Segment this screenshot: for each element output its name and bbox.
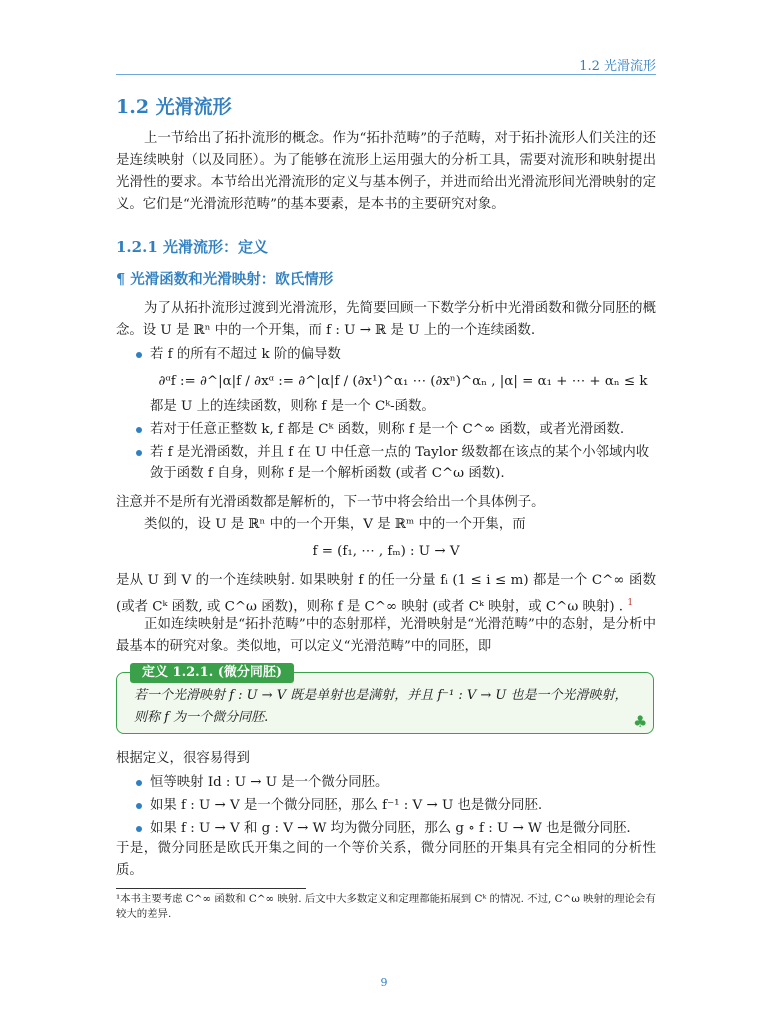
paragraph-2: 类似的，设 U 是 ℝⁿ 中的一个开集，V 是 ℝᵐ 中的一个开集，而 <box>144 517 526 532</box>
list-item: 如果 f : U → V 是一个微分同胚，那么 f⁻¹ : V → U 也是微分同胚. <box>136 795 656 816</box>
list-item: 若 f 是光滑函数，并且 f 在 U 中任意一点的 Taylor 级数都在该点的某个小邻域内收敛于函数 f 自身，则称 f 是一个解析函数 (或者 C^ω 函数). <box>136 442 656 484</box>
header-rule <box>116 74 656 75</box>
footnote-rule <box>116 888 306 889</box>
paragraph-1: 为了从拓扑流形过渡到光滑流形，先简要回顾一下数学分析中光滑函数和微分同胚的概念。设 U 是 ℝⁿ 中的一个开集，而 f : U → ℝ 是 U 上的一个连续函数. <box>116 301 656 338</box>
map-formula: f = (f₁, ⋯ , fₘ) : U → V <box>312 544 460 559</box>
definition-text: 若一个光滑映射 f : U → V 既是单射也是满射，并且 f⁻¹ : V → U 也是一个光滑映射，则称 f 为一个微分同胚. <box>134 688 628 725</box>
bullet-list-definitions <box>136 344 656 486</box>
paragraph-heading: ¶ 光滑函数和光滑映射：欧氏情形 <box>116 271 334 288</box>
intro-paragraph: 上一节给出了拓扑流形的概念。作为“拓扑范畴”的子范畴，对于拓扑流形人们关注的还是连续映射（以及同胚）。为了能够在流形上运用强大的分析工具，需要对流形和映射提出光滑性的要求。本节给出光滑流形的定义与基本例子，并进而给出光滑流形间光滑映射的定义。它们是“光滑流形范畴”的基本要素，是本书的主要研究对象。 <box>116 131 656 212</box>
section-title: 1.2 光滑流形 <box>116 96 232 118</box>
bullet-tail: 都是 U 上的连续函数，则称 f 是一个 Cᵏ-函数。 <box>150 399 435 414</box>
bullet-list-properties <box>136 772 656 841</box>
partial-derivative-formula: ∂ᵅf := ∂^|α|f / ∂xᵅ := ∂^|α|f / (∂x¹)^α₁ ⋯ (∂xⁿ)^αₙ , |α| = α₁ + ⋯ + αₙ ≤ k <box>158 374 648 389</box>
paragraph-5: 根据定义，很容易得到 <box>116 751 250 766</box>
list-item: 如果 f : U → V 和 g : V → W 均为微分同胚，那么 g ∘ f : U → W 也是微分同胚. <box>136 818 656 839</box>
footnote: ¹本书主要考虑 C^∞ 函数和 C^∞ 映射. 后文中大多数定义和定理都能拓展到 Cᵏ 的情况. 不过, C^ω 映射的理论会有较大的差异. <box>116 893 656 920</box>
bullet-lead: 若 f 的所有不超过 k 阶的偏导数 <box>150 347 341 362</box>
list-item: 若对于任意正整数 k, f 都是 Cᵏ 函数，则称 f 是一个 C^∞ 函数，或者光滑函数. <box>136 419 656 440</box>
page-number: 9 <box>380 976 388 989</box>
paragraph-6: 于是，微分同胚是欧氏开集之间的一个等价关系，微分同胚的开集具有完全相同的分析性质。 <box>116 841 656 878</box>
paragraph-3-text: 是从 U 到 V 的一个连续映射. 如果映射 f 的任一分量 fᵢ (1 ≤ i ≤ m) 都是一个 C^∞ 函数 (或者 Cᵏ 函数, 或 C^ω 函数)，则称 f 是 C^∞ 映射 (或者 Cᵏ 映射，或 C^ω 映射) . <box>116 573 656 615</box>
paragraph-3 <box>116 570 656 618</box>
list-item: 恒等映射 Id : U → U 是一个微分同胚。 <box>136 772 656 793</box>
club-icon: ♣ <box>633 712 648 731</box>
subsection-title: 1.2.1 光滑流形：定义 <box>116 238 268 256</box>
footnote-mark[interactable]: 1 <box>627 598 634 608</box>
running-head: 1.2 光滑流形 <box>579 59 656 74</box>
paragraph-4: 正如连续映射是“拓扑范畴”中的态射那样，光滑映射是“光滑范畴”中的态射，是分析中最基本的研究对象。类似地，可以定义“光滑范畴”中的同胚，即 <box>116 617 656 654</box>
note-paragraph: 注意并不是所有光滑函数都是解析的，下一节中将会给出一个具体例子。 <box>116 495 545 510</box>
list-item <box>136 344 656 417</box>
definition-label: 定义 1.2.1. (微分同胚) <box>130 663 294 683</box>
